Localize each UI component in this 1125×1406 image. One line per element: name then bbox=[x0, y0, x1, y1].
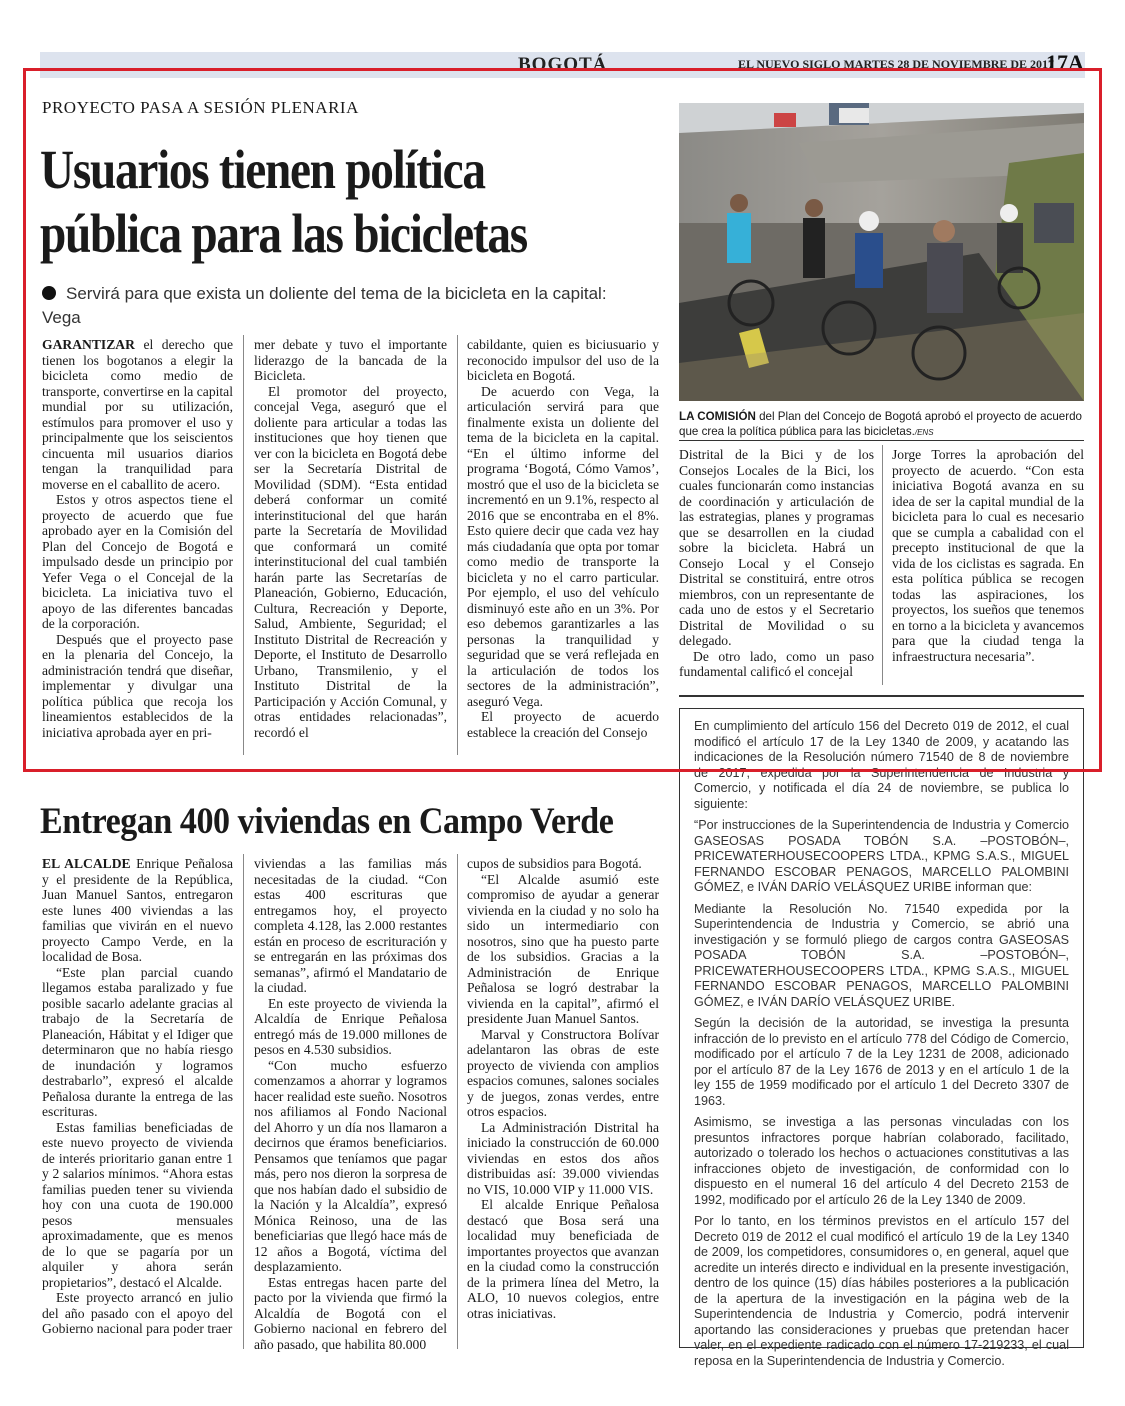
lead-in: EL ALCALDE bbox=[42, 856, 131, 871]
lead-in: GARANTIZAR bbox=[42, 337, 135, 352]
paragraph bbox=[254, 996, 447, 1058]
notice-paragraph: Mediante la Resolución No. 71540 expedida por la Superintendencia de Industria y Comercio, se abrió una investigación y se formuló pliego de cargos contra GASEOSAS POSADA TOBÓN S.A. –POSTOBÓN–, PRICEWATERHOUSECOOPERS LTDA., KPMG S.A.S., MIGUEL FERNANDO ESCOBAR PENAGOS, MARCELLO PALOMBINI GÓMEZ, e IVÁN DARÍO VELÁSQUEZ URIBE. bbox=[694, 901, 1069, 1009]
paragraph-text: Estos y otros aspectos tiene el proyecto de acuerdo que fue aprobado ayer en la Comisión del Plan del Concejo de Bogotá e impulsado desde un principio por Yefer Vega o el Concejal de la bicicleta. La iniciativa tuvo el apoyo de las diferentes bancadas de la corporación. bbox=[42, 492, 233, 631]
paragraph bbox=[42, 632, 233, 741]
article2-column-1 bbox=[42, 856, 233, 1337]
paragraph bbox=[467, 1027, 659, 1120]
paragraph-text: cupos de subsidios para Bogotá. bbox=[467, 856, 642, 871]
paragraph bbox=[254, 1275, 447, 1353]
paragraph-text: En este proyecto de vivienda la Alcaldía de Enrique Peñalosa entregó más de 19.000 millones de pesos en 4.530 subsidios. bbox=[254, 995, 447, 1057]
bullet-icon bbox=[42, 286, 56, 300]
caption-lead: LA COMISIÓN bbox=[679, 410, 756, 423]
article-kicker: PROYECTO PASA A SESIÓN PLENARIA bbox=[42, 98, 359, 117]
paragraph-text: Marval y Constructora Bolívar adelantaron las obras de este proyecto de vivienda con amplios espacios comunes, salones sociales y de juegos, zonas verdes, entre otros espacios. bbox=[467, 1026, 659, 1119]
paragraph bbox=[467, 856, 659, 872]
paragraph-text: El alcalde Enrique Peñalosa destacó que Bosa será una localidad muy beneficiada de importantes proyectos que avanzan en la ciudad como la construcción de la primera línea del Metro, la ALO, 10 nuevos colegios, entre otras iniciativas. bbox=[467, 1197, 659, 1321]
notice-paragraph: “Por instrucciones de la Superintendencia de Industria y Comercio GASEOSAS POSADA TOBÓN S.A. –POSTOBÓN–, PRICEWATERHOUSECOOPERS LTDA., KPMG S.A.S., MIGUEL FERNANDO ESCOBAR PENAGOS, MARCELLO PALOMBINI GÓMEZ, e IVÁN DARÍO VELÁSQUEZ URIBE informan que: bbox=[694, 818, 1069, 894]
article-column-3 bbox=[467, 337, 659, 740]
paragraph bbox=[467, 1120, 659, 1198]
notice-paragraph: En cumplimiento del artículo 156 del Decreto 019 de 2012, el cual modificó el artículo 17 de la Ley 1340 de 2009, y acatando las indicaciones de la Resolución número 71540 de 8 de noviembre de 2017, expedida por la Superintendencia de Industria y Comercio, y notificada el día 24 de noviembre, se publica lo siguiente: bbox=[694, 719, 1069, 811]
notice-paragraph: Según la decisión de la autoridad, se investiga la presunta infracción de lo previsto en el artículo 778 del Código de Comercio, modificado por el artículo 7 de la Ley 1231 de 2008, adicionado por el artículo 87 de la Ley 1676 de 2013 y en el artículo 1 de la ley 155 de 1959 modificado por el artículo 1 del Decreto 3307 de 1963. bbox=[694, 1016, 1069, 1108]
paragraph bbox=[42, 1290, 233, 1337]
paragraph-text: “Este plan parcial cuando llegamos estaba paralizado y fue posible sacarlo adelante gracias al trabajo de la Secretaría de Planeación, Hábitat y el Idiger que determinaron que no había riesgo de inundación y logramos destrabarlo”, expresó el alcalde Peñalosa durante la entrega de las escrituras. bbox=[42, 964, 233, 1119]
paragraph bbox=[254, 856, 447, 996]
legal-notice-text bbox=[680, 709, 1083, 1385]
article-bottom-rule bbox=[679, 695, 1084, 697]
paragraph bbox=[254, 1058, 447, 1275]
paragraph bbox=[42, 856, 233, 965]
paragraph bbox=[467, 709, 659, 740]
section-name: BOGOTÁ bbox=[518, 54, 608, 75]
headline-line-2: pública para las bicicletas bbox=[40, 203, 527, 264]
paragraph bbox=[467, 1197, 659, 1321]
paragraph-text: viviendas a las familias más necesitadas de la ciudad. “Con estas 400 escrituras que entregamos hoy, el proyecto completa 4.128, las 2.000 restantes están en proceso de escrituración y se entregarán en las próximas dos semanas”, afirmó el Mandatario de la ciudad. bbox=[254, 856, 447, 995]
caption-rule bbox=[679, 440, 1084, 441]
paragraph bbox=[254, 337, 447, 384]
column-rule bbox=[457, 335, 458, 755]
column-rule bbox=[243, 335, 244, 755]
paragraph bbox=[42, 337, 233, 492]
caption-credit: /ENS bbox=[914, 428, 934, 437]
column-rule bbox=[882, 445, 883, 685]
paragraph-text: Enrique Peñalosa y el presidente de la República, Juan Manuel Santos, entregaron este lunes 400 viviendas a las familias que vivirán en el nuevo proyecto Campo Verde, en la localidad de Bosa. bbox=[42, 856, 233, 964]
paragraph-text: el derecho que tienen los bogotanos a elegir la bicicleta como medio de transporte, convertirse en la capital mundial por su utilización, estímulos para promover el uso y principalmente que los seiscientos cincuenta mil usuarios diarios tengan la tranquilidad para moverse en el caballito de acero. bbox=[42, 337, 233, 492]
paragraph bbox=[467, 337, 659, 384]
paragraph bbox=[254, 384, 447, 741]
paragraph-text: Jorge Torres la aprobación del proyecto de acuerdo. “Con esta iniciativa Bogotá avanza en su idea de ser la capital mundial de la bicicleta para lo cual es necesario que se cumpla a cabalidad con el precepto institucional de que la vida de los ciclistas es sagrada. En esta política pública se recogen todas las aspiraciones, los proyectos, los sueños que tenemos en torno a la bicicleta y avancemos para que la ciudad tenga la infraestructura necesaria”. bbox=[892, 447, 1084, 664]
deck-text: Servirá para que exista un doliente del tema de la bicicleta en la capital: Vega bbox=[42, 284, 607, 327]
paragraph-text: cabildante, quien es biciusuario y reconocido impulsor del uso de la bicicleta en Bogotá. bbox=[467, 337, 659, 383]
headline-line-1: Usuarios tienen política bbox=[40, 139, 485, 200]
notice-paragraph: Por lo tanto, en los términos previstos en el artículo 157 del Decreto 019 de 2012 el cual modificó el artículo 19 de la Ley 1340 de 2009, los competidores, consumidores o, en general, aquel que acredite un interés directo e individual en la presente investigación, dentro de los quince (15) días hábiles posteriores a la publicación de la apertura de la investigación en la página web de la Superintendencia de Industria y Comercio, podrá intervenir aportando las consideraciones y pruebas que pretendan hacer valer, en el expediente radicado con el número 17-219233, el cual reposa en la Superintendencia de Industria y Comercio. bbox=[694, 1214, 1069, 1368]
legal-notice-box bbox=[679, 708, 1084, 1368]
paragraph-text: De otro lado, como un paso fundamental calificó el concejal bbox=[679, 648, 874, 679]
photo-caption bbox=[679, 409, 1084, 440]
paragraph-text: Estas familias beneficiadas de este nuevo proyecto de vivienda de interés prioritario ganan entre 1 y 2 salarios mínimos. “Ahora estas familias pueden tener su vivienda hoy con una cuota de 190.000 pesos mensuales aproximadamente, que es menos de lo que se pagaría por un alquiler y ahora serán propietarios”, destacó el Alcalde. bbox=[42, 1119, 233, 1290]
paragraph bbox=[42, 1120, 233, 1291]
column-rule bbox=[243, 854, 244, 1349]
paragraph-text: El promotor del proyecto, concejal Vega, aseguró que el doliente para articular a todas las instituciones que hoy tienen que ver con la bicicleta en Bogotá debe ser la Secretaría Distrital de Movilidad (SDM). “Esta entidad deberá conformar un comité interinstitucional del que harán parte la Secretaría de Movilidad que conformará un comité interinstitucional del cual también harán parte las Secretarías de Planeación, Gobierno, Educación, Cultura, Recreación y Deporte, Salud, Ambiente, Seguridad; el Instituto Distrital de Recreación y Deporte, el Instituto de Desarrollo Urbano, Transmilenio, y el Instituto Distrital de la Participación y Acción Comunal, y otras entidades relacionadas”, recordó el bbox=[254, 383, 447, 740]
paragraph-text: “Con mucho esfuerzo comenzamos a ahorrar y logramos hacer realidad este sueño. Nosotros nos afiliamos al Fondo Nacional del Ahorro y un día nos llamaron a decirnos que éramos beneficiarios. Pensamos que teníamos que pagar más, pero nos dieron la sorpresa de que nos habían dado el subsidio de la Nación y la Alcaldía”, expresó Mónica Reinoso, una de las beneficiarias que llegó hace más de 12 años a Bogotá, víctima del desplazamiento. bbox=[254, 1057, 447, 1274]
paragraph-text: Después que el proyecto pase en la plenaria del Concejo, la administración tendrá que diseñar, implementar y divulgar una política pública que recoja los lineamientos establecidos de la iniciativa aprobada ayer en pri- bbox=[42, 631, 233, 740]
article2-column-3 bbox=[467, 856, 659, 1321]
paragraph bbox=[42, 492, 233, 632]
cyclists-photo bbox=[679, 103, 1084, 401]
paragraph-text: “El Alcalde asumió este compromiso de ayudar a generar vivienda en la ciudad y no solo ha sido un intermediario con nosotros, sino que ha puesto parte de los subsidios. Gracias a la Administración de Enrique Peñalosa se logró destrabar la vivienda en la capital”, afirmó el presidente Juan Manuel Santos. bbox=[467, 871, 659, 1026]
notice-paragraph: Asimismo, se investiga a las personas vinculadas con los presuntos infractores porque habrían colaborado, facilitado, autorizado o tolerado los hechos o actuaciones constitutivas a las infracciones objeto de investigación, de conformidad con lo dispuesto en el numeral 16 del artículo 4 del Decreto 2153 de 1992, modificado por el artículo 26 de la Ley 1340 de 2009. bbox=[694, 1115, 1069, 1207]
paragraph bbox=[467, 872, 659, 1027]
paragraph-text: La Administración Distrital ha iniciado la construcción de 60.000 viviendas en estos dos años distribuidas así: 39.000 viviendas no VIS, 10.000 VIP y 11.000 VIS. bbox=[467, 1119, 659, 1197]
article-column-5 bbox=[892, 447, 1084, 664]
article-column-4 bbox=[679, 447, 874, 680]
article-column-2 bbox=[254, 337, 447, 740]
caption-text: del Plan del Concejo de Bogotá aprobó el proyecto de acuerdo que crea la política pública para las bicicletas. bbox=[679, 410, 1083, 438]
article-column-1 bbox=[42, 337, 233, 740]
paragraph bbox=[679, 447, 874, 649]
article2-column-2 bbox=[254, 856, 447, 1352]
paragraph-text: Este proyecto arrancó en julio del año pasado con el apoyo del Gobierno nacional para poder traer bbox=[42, 1290, 233, 1336]
article2-headline: Entregan 400 viviendas en Campo Verde bbox=[40, 801, 614, 842]
paragraph bbox=[42, 965, 233, 1120]
paragraph bbox=[679, 649, 874, 680]
paragraph-text: Distrital de la Bici y de los Consejos Locales de la Bici, los cuales funcionarán como instancias de coordinación y articulación de las estrategias, planes y programas que se desarrollen en la ciudad sobre la bicicleta. Habrá un Consejo Local y el Consejo Distrital se constituirá, entre otros miembros, con un representante de cada uno de estos y el Secretario Distrital de Movilidad o su delegado. bbox=[679, 447, 874, 648]
paragraph-text: El proyecto de acuerdo establece la creación del Consejo bbox=[467, 709, 659, 740]
paper-date: EL NUEVO SIGLO MARTES 28 DE NOVIEMBRE DE 2017 bbox=[738, 57, 1055, 71]
article-deck bbox=[42, 282, 642, 330]
paragraph bbox=[892, 447, 1084, 664]
paragraph-text: Estas entregas hacen parte del pacto por la vivienda que firmó la Alcaldía de Bogotá con el Gobierno nacional en febrero del año pasado, que habilita 80.000 bbox=[254, 1274, 447, 1352]
paragraph bbox=[467, 384, 659, 710]
paragraph-text: mer debate y tuvo el importante liderazgo de la bancada de la Bicicleta. bbox=[254, 337, 447, 383]
paragraph-text: De acuerdo con Vega, la articulación servirá para que finalmente exista un doliente del tema de la bicicleta en la capital. “En el último informe del programa ‘Bogotá, Cómo Vamos’, mostró que el uso de la bicicleta se incrementó en un 9.1%, respecto al 2016 que se encontraba en el 8%. Esto quiere decir que cada vez hay más ciudadanía que opta por tomar como medio de transporte la bicicleta y no el carro particular. Por ejemplo, el uso del vehículo disminuyó este año en un 3%. Por eso debemos garantizarles a las personas la tranquilidad y seguridad que se verá reflejada en la articulación de todos los sectores de la administración”, aseguró Vega. bbox=[467, 383, 659, 709]
article-headline bbox=[40, 138, 590, 266]
column-rule bbox=[457, 854, 458, 1349]
page-number: 17A bbox=[1046, 50, 1084, 75]
